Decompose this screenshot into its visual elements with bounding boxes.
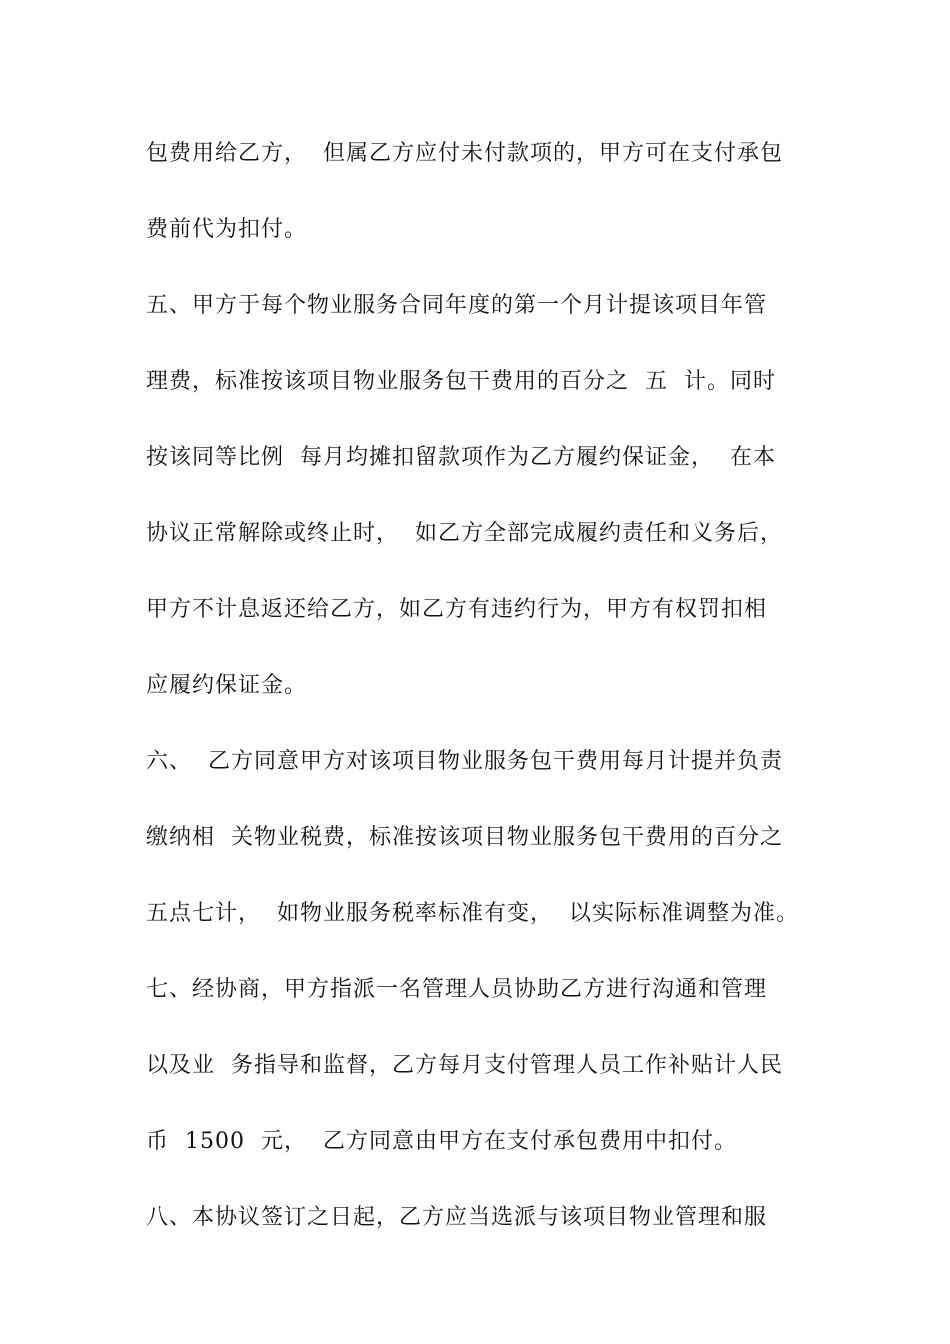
text-line: 理费，标准按该项目物业服务包干费用的百分之 五 计。同时: [146, 369, 776, 394]
document-body: [146, 127, 816, 1267]
text-line: 以及业 务指导和监督，乙方每月支付管理人员工作补贴计人民: [146, 1053, 783, 1078]
clause-7-line: 七、经协商，甲方指派一名管理人员协助乙方进行沟通和管理: [146, 977, 768, 1002]
text-line: 缴纳相 关物业税费，标准按该项目物业服务包干费用的百分之: [146, 825, 783, 850]
text-line: 按该同等比例 每月均摊扣留款项作为乙方履约保证金， 在本: [146, 445, 776, 470]
clause-6-line: 六、 乙方同意甲方对该项目物业服务包干费用每月计提并负责: [146, 749, 783, 774]
text-line: 协议正常解除或终止时， 如乙方全部完成履约责任和义务后，: [146, 521, 783, 546]
text-line: 币 1500 元， 乙方同意由甲方在支付承包费用中扣付。: [146, 1129, 737, 1154]
text-line: 甲方不计息返还给乙方，如乙方有违约行为，甲方有权罚扣相: [146, 597, 768, 622]
text-line: 包费用给乙方， 但属乙方应付未付款项的，甲方可在支付承包: [146, 141, 783, 166]
clause-8-line: 八、本协议签订之日起，乙方应当选派与该项目物业管理和服: [146, 1205, 768, 1230]
text-line: 费前代为扣付。: [146, 217, 308, 242]
clause-5-line: 五、甲方于每个物业服务合同年度的第一个月计提该项目年管: [146, 293, 768, 318]
text-line: 应履约保证金。: [146, 673, 308, 698]
text-line: 五点七计， 如物业服务税率标准有变， 以实际标准调整为准。: [146, 901, 799, 926]
